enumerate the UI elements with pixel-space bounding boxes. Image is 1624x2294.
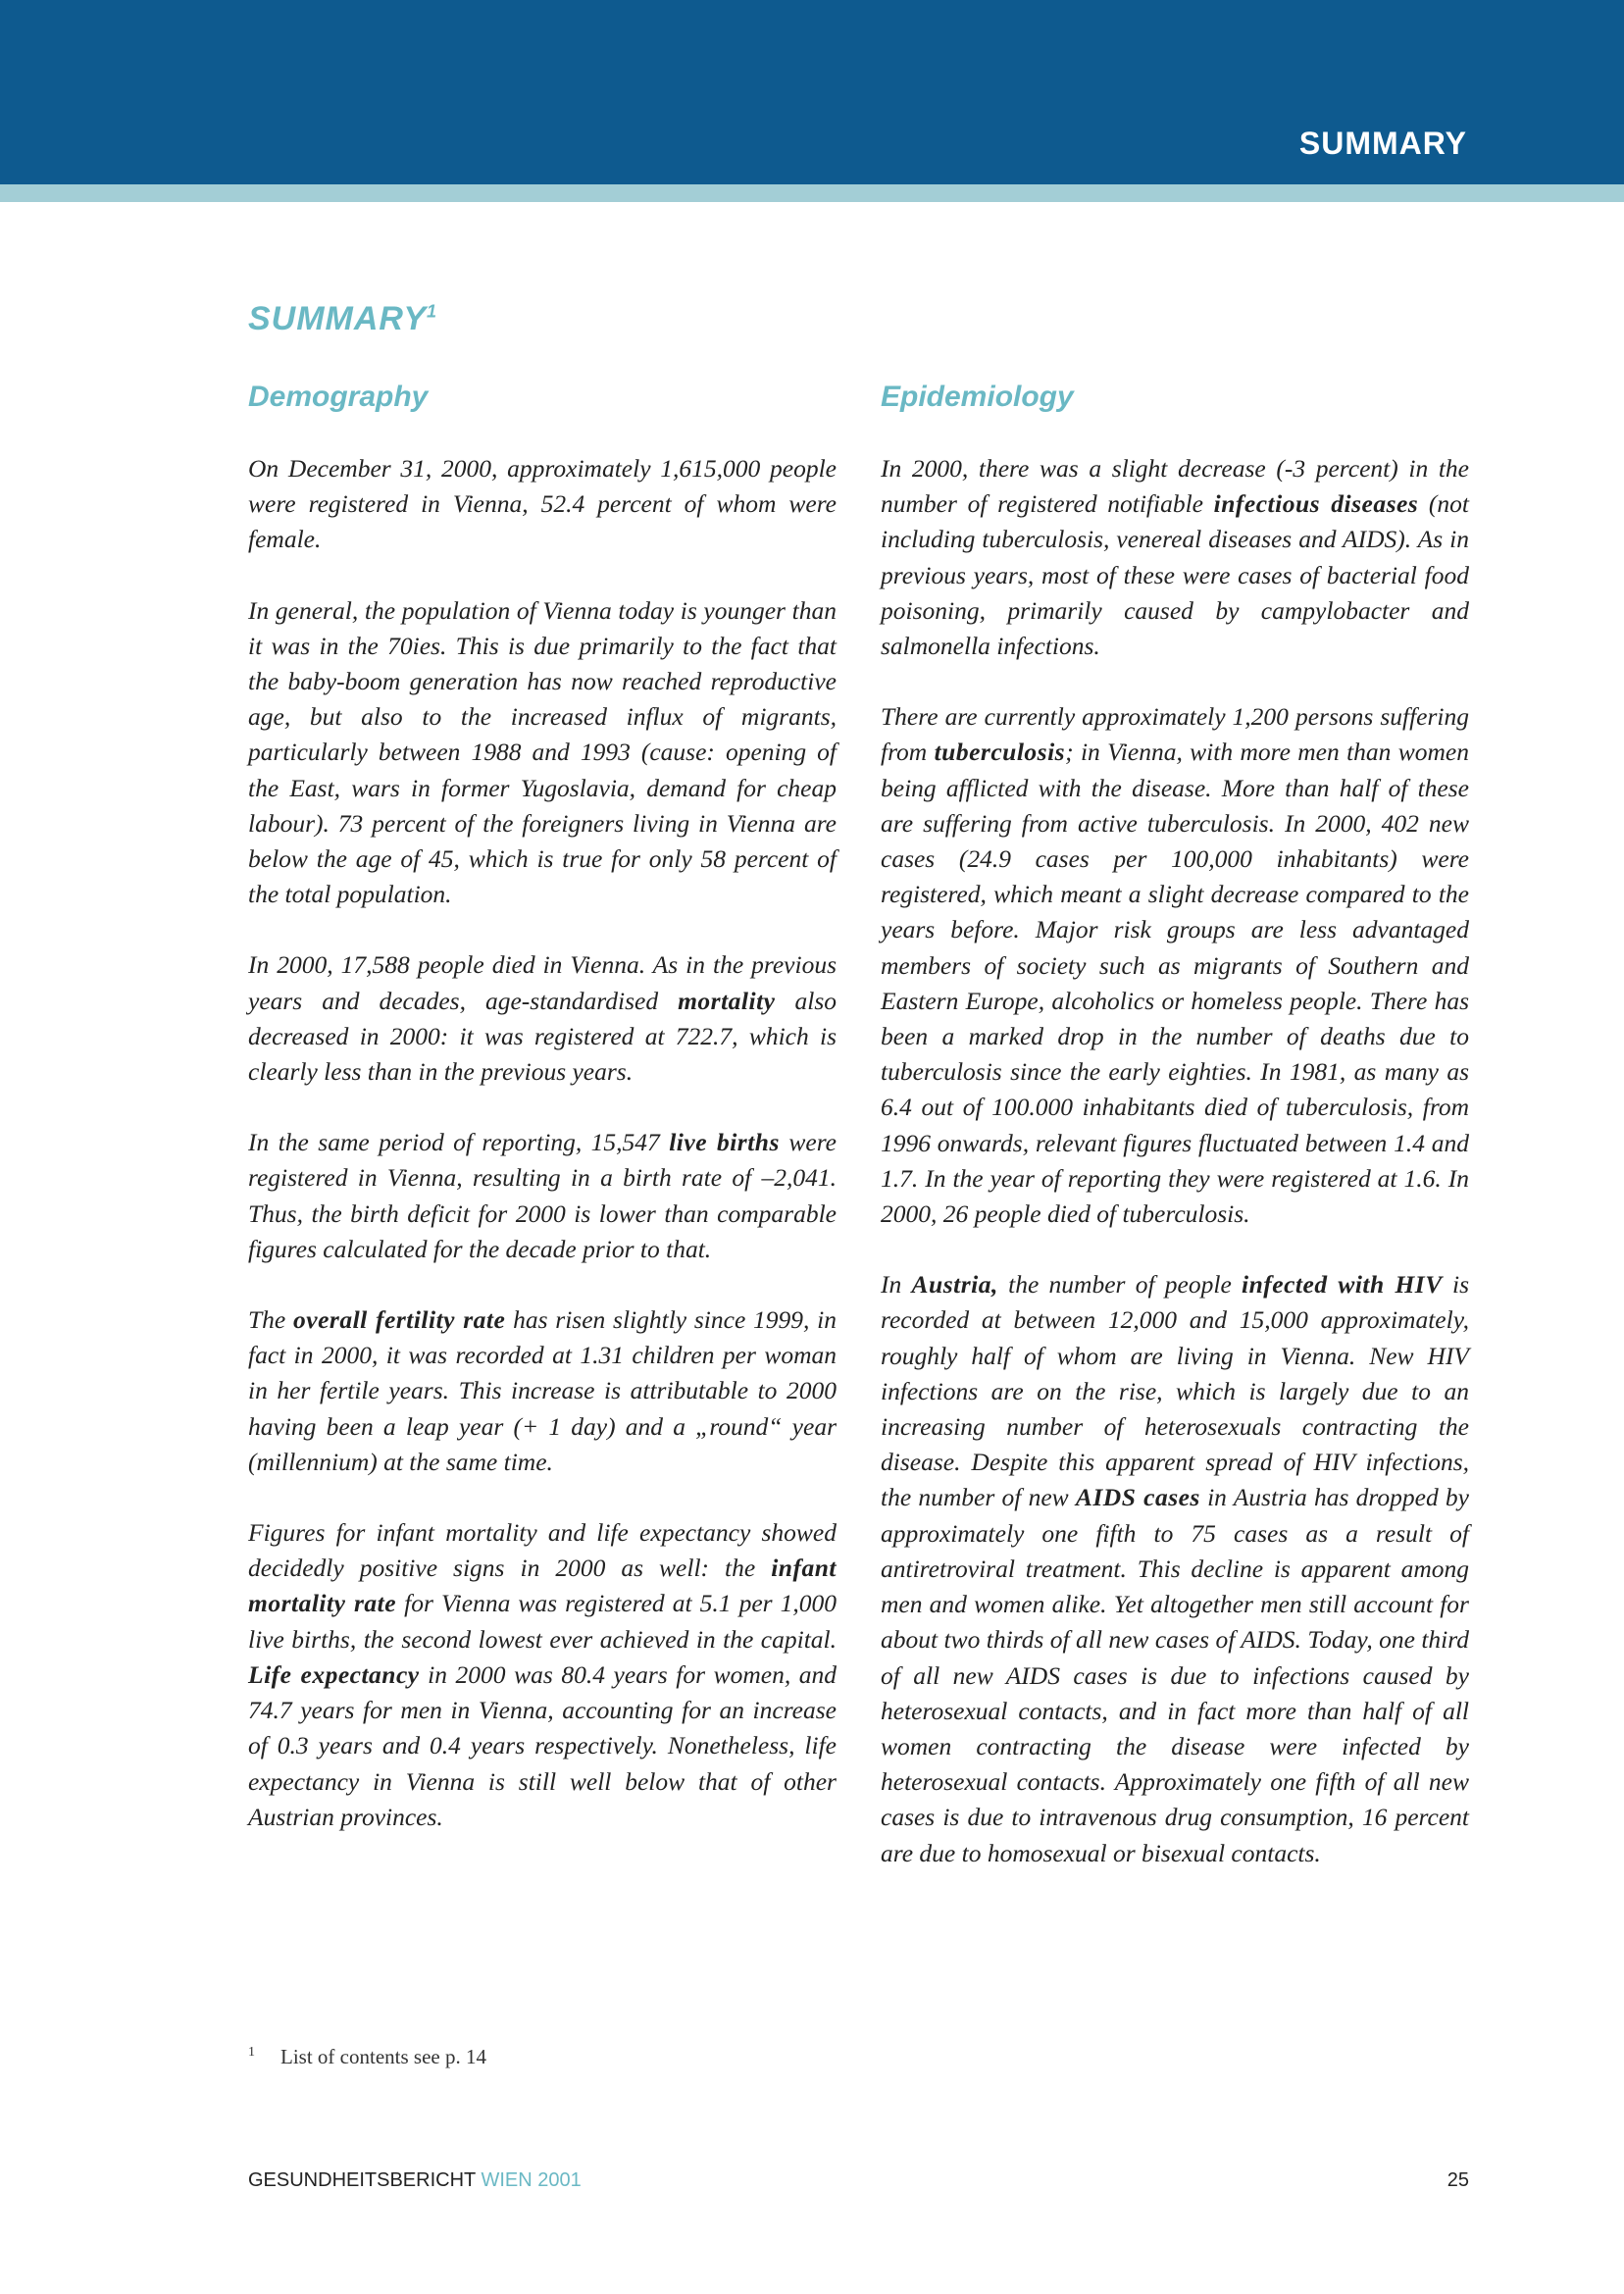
bold-term: overall fertility rate xyxy=(293,1305,506,1335)
paragraph: On December 31, 2000, approximately 1,615,000 people were registered in Vienna, 52.4 percent of whom were female. xyxy=(248,454,837,554)
section-label: SUMMARY xyxy=(1298,126,1467,161)
demography-body xyxy=(248,451,837,1835)
epidemiology-heading: Epidemiology xyxy=(881,381,1074,413)
bold-term: live births xyxy=(669,1128,780,1157)
page-footer xyxy=(248,2169,1469,2192)
paragraph: There are currently approximately 1,200 persons suffering from tuberculosis; in Vienna, with more men than women being afflicted with the disease. More than half of these are suffering from active tuberculosis. In 2000, 402 new cases (24.9 cases per 100,000 inhabitants) were registered, which meant a slight decrease compared to the years before. Major risk groups are less advantaged members of society such as migrants of Southern and Eastern Europe, alcoholics or homeless people. There has been a marked drop in the number of deaths due to tuberculosis since the early eighties. In 1981, as many as 6.4 out of 100.000 inhabitants died of tuberculosis, from 1996 onwards, relevant figures fluctuated between 1.4 and 1.7. In the year of reporting they were registered at 1.6. In 2000, 26 people died of tuberculosis. xyxy=(881,702,1469,1229)
page-number: 25 xyxy=(1446,2169,1469,2191)
bold-term: Life expectancy xyxy=(248,1659,420,1689)
epidemiology-body xyxy=(881,451,1469,1871)
epidemiology-column xyxy=(881,379,1469,1907)
paragraph: In 2000, there was a slight decrease (-3 percent) in the number of registered notifiable infectious diseases (not including tuberculosis, venereal diseases and AIDS). As in previous years, most of these were cases of bacterial food poisoning, primarily caused by campylobacter and salmonella infections. xyxy=(881,454,1469,661)
bold-term: mortality xyxy=(678,986,776,1015)
bold-term: Austria, xyxy=(911,1270,998,1300)
footer-publication: GESUNDHEITSBERICHT xyxy=(248,2169,476,2191)
paragraph: Figures for infant mortality and life expectancy showed decidedly positive signs in 2000 as well: the infant mortality rate for Vienna was registered at 5.1 per 1,000 live births, the second lowest ever achieved in the capital. Life expectancy in 2000 was 80.4 years for women, and 74.7 years for men in Vienna, accounting for an increase of 0.3 years and 0.4 years respectively. Nonetheless, life expectancy in Vienna is still well below that of other Austrian provinces. xyxy=(248,1518,837,1831)
page-title xyxy=(248,300,437,338)
paragraph: In 2000, 17,588 people died in Vienna. As in the previous years and decades, age-standardised mortality also decreased in 2000: it was registered at 722.7, which is clearly less than in the previous years. xyxy=(248,950,837,1087)
bold-term: AIDS cases xyxy=(1075,1483,1200,1512)
header-stripe xyxy=(0,184,1624,202)
demography-heading: Demography xyxy=(248,381,429,413)
paragraph: In Austria, the number of people infected with HIV is recorded at between 12,000 and 15,000 approximately, roughly half of whom are living in Vienna. New HIV infections are on the rise, which is largely due to an increasing number of heterosexuals contracting the disease. Despite this apparent spread of HIV infections, the number of new AIDS cases in Austria has dropped by approximately one fifth to 75 cases as a result of antiretroviral treatment. This decline is apparent among men and women alike. Yet altogether men still account for about two thirds of all new cases of AIDS. Today, one third of all new AIDS cases is due to infections caused by heterosexual contacts, and in fact more than half of all women contracting the disease were infected by heterosexual contacts. Approximately one fifth of all new cases is due to intravenous drug consumption, 16 percent are due to homosexual or bisexual contacts. xyxy=(881,1270,1470,1867)
paragraph: In general, the population of Vienna today is younger than it was in the 70ies. This is due primarily to the fact that the baby-boom generation has now reached reproductive age, but also to the increased influx of migrants, particularly between 1988 and 1993 (cause: opening of the East, wars in former Yugoslavia, demand for cheap labour). 73 percent of the foreigners living in Vienna are below the age of 45, which is true for only 58 percent of the total population. xyxy=(248,595,837,909)
bold-term: infectious diseases xyxy=(1213,489,1419,519)
paragraph: In the same period of reporting, 15,547 live births were registered in Vienna, resulting in a birth rate of –2,041. Thus, the birth deficit for 2000 is lower than comparable figures calculated for the decade prior to that. xyxy=(248,1128,837,1263)
paragraph: The overall fertility rate has risen slightly since 1999, in fact in 2000, it was recorded at 1.31 children per woman in her fertile years. This increase is attributable to 2000 having been a leap year (+ 1 day) and a „round“ year (millennium) at the same time. xyxy=(248,1305,837,1476)
footnote xyxy=(248,2045,486,2069)
title-footnote-ref: 1 xyxy=(427,301,438,322)
footer-edition: WIEN 2001 xyxy=(481,2169,582,2191)
bold-term: infected with HIV xyxy=(1242,1270,1443,1300)
page-title-text: SUMMARY xyxy=(248,300,428,337)
bold-term: infant mortality rate xyxy=(248,1554,837,1618)
demography-column xyxy=(248,379,837,1870)
bold-term: tuberculosis xyxy=(934,738,1066,767)
footnote-mark: 1 xyxy=(248,2045,255,2060)
footnote-text: List of contents see p. 14 xyxy=(280,2045,486,2068)
